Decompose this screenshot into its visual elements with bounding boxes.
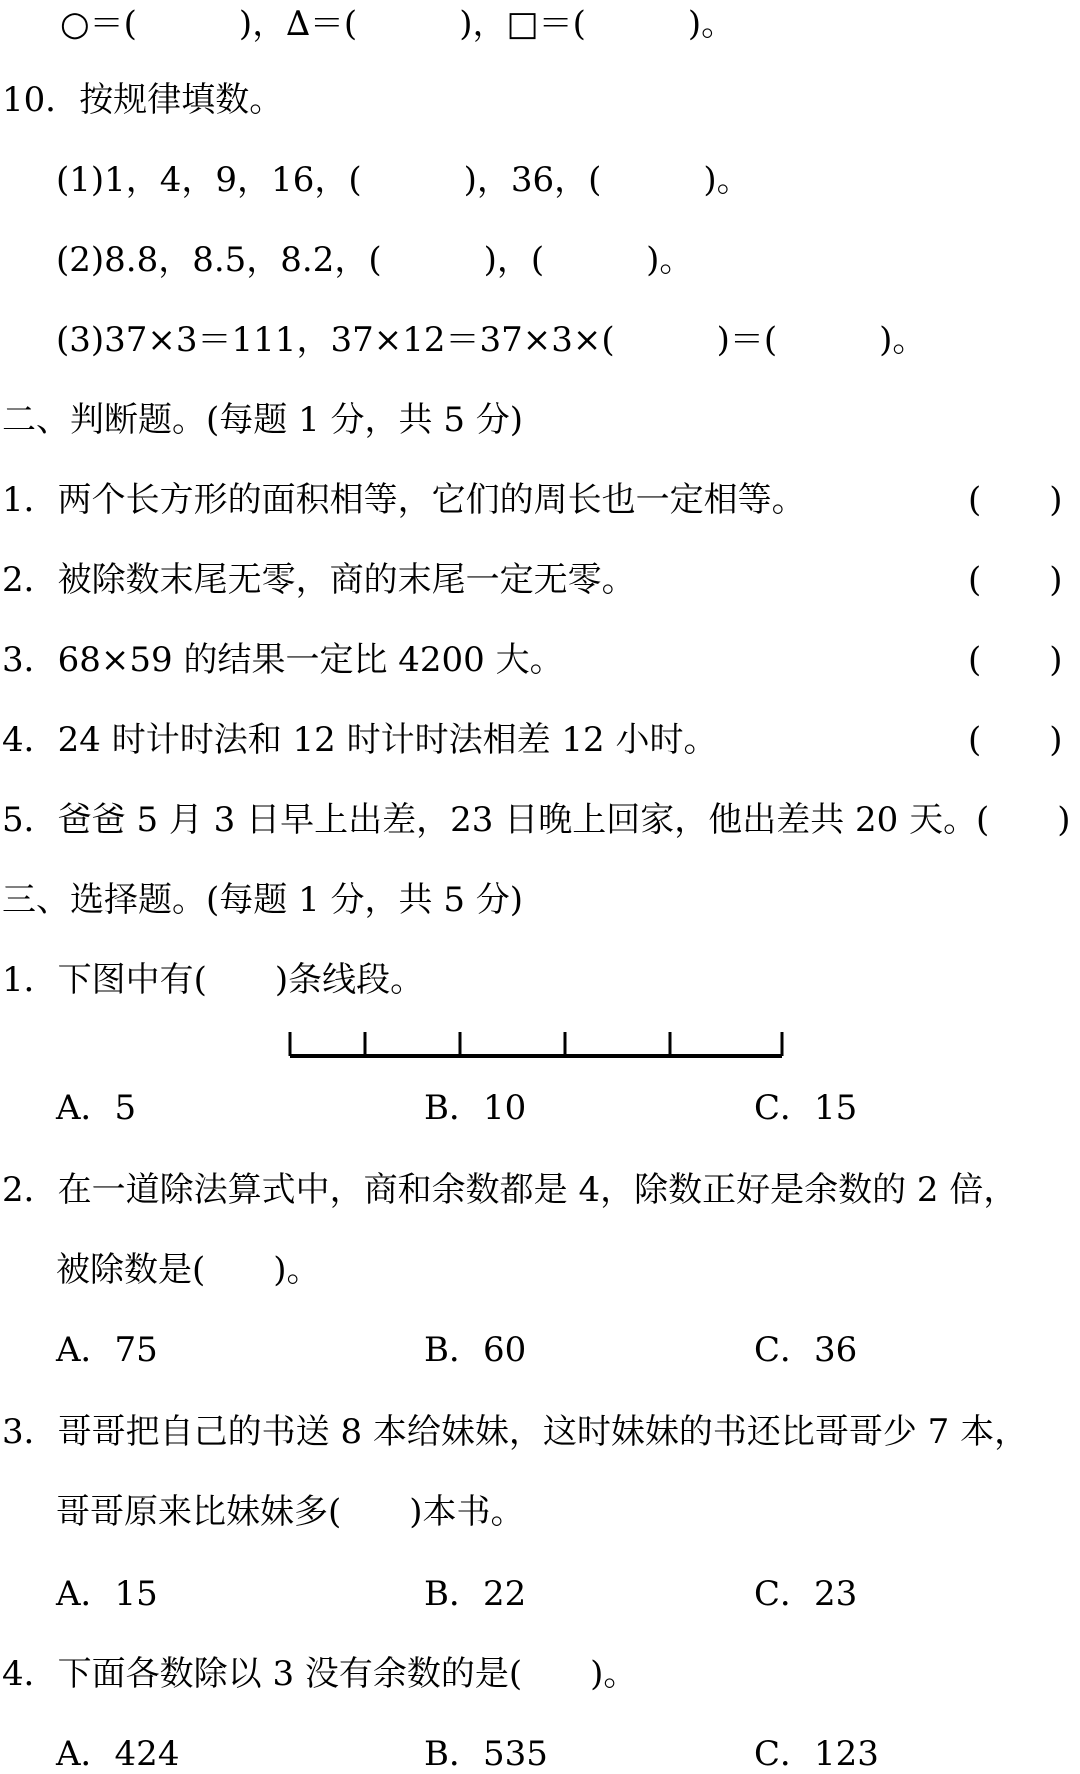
tf-item-4: 4．24 时计时法和 12 时计时法相差 12 小时。 [2,720,718,760]
tf-answer-paren-4: ( ) [968,720,1063,760]
mc3-question-line-2: 哥哥原来比妹妹多( )本书。 [56,1492,525,1532]
tf-answer-paren-2: ( ) [968,560,1063,600]
mc1-option-b: B．10 [424,1088,527,1128]
tf-item-2: 2．被除数末尾无零，商的末尾一定无零。 [2,560,636,600]
mc1-option-a: A．5 [56,1088,137,1128]
tf-answer-paren-3: ( ) [968,640,1063,680]
mc1-question: 1．下图中有( )条线段。 [2,960,425,1000]
mc4-option-a: A．424 [56,1734,180,1774]
q10-item-3: (3)37×3＝111，37×12＝37×3×( )＝( )。 [56,320,927,360]
tf-answer-paren-5: ( ) [976,800,1071,840]
mc3-option-a: A．15 [56,1574,158,1614]
mc3-question-line-1: 3．哥哥把自己的书送 8 本给妹妹，这时妹妹的书还比哥哥少 7 本， [2,1412,1029,1452]
tf-item-5: 5．爸爸 5 月 3 日早上出差，23 日晚上回家，他出差共 20 天。 [2,800,978,840]
mc2-option-a: A．75 [56,1330,158,1370]
tf-answer-paren-1: ( ) [968,480,1063,520]
q10-item-1: (1)1，4，9，16，( )，36，( )。 [56,160,751,200]
mc2-question-line-2: 被除数是( )。 [56,1250,321,1290]
section3-title: 三、选择题。(每题 1 分，共 5 分) [2,880,524,920]
mc2-question-line-1: 2．在一道除法算式中，商和余数都是 4，除数正好是余数的 2 倍， [2,1170,1018,1210]
q10-title: 10．按规律填数。 [2,80,284,120]
tf-item-3: 3．68×59 的结果一定比 4200 大。 [2,640,564,680]
mc4-option-b: B．535 [424,1734,548,1774]
section2-title: 二、判断题。(每题 1 分，共 5 分) [2,400,524,440]
mc1-option-c: C．15 [754,1088,858,1128]
mc2-option-c: C．36 [754,1330,858,1370]
line-segment-figure [280,1020,800,1062]
tf-item-1: 1．两个长方形的面积相等，它们的周长也一定相等。 [2,480,806,520]
mc3-option-b: B．22 [424,1574,527,1614]
mc4-question: 4．下面各数除以 3 没有余数的是( )。 [2,1654,638,1694]
q9-answer-line: ○＝( )，∆＝( )，□＝( )。 [60,4,736,44]
mc3-option-c: C．23 [754,1574,858,1614]
q10-item-2: (2)8.8，8.5，8.2，( )，( )。 [56,240,694,280]
mc2-option-b: B．60 [424,1330,527,1370]
mc4-option-c: C．123 [754,1734,879,1774]
